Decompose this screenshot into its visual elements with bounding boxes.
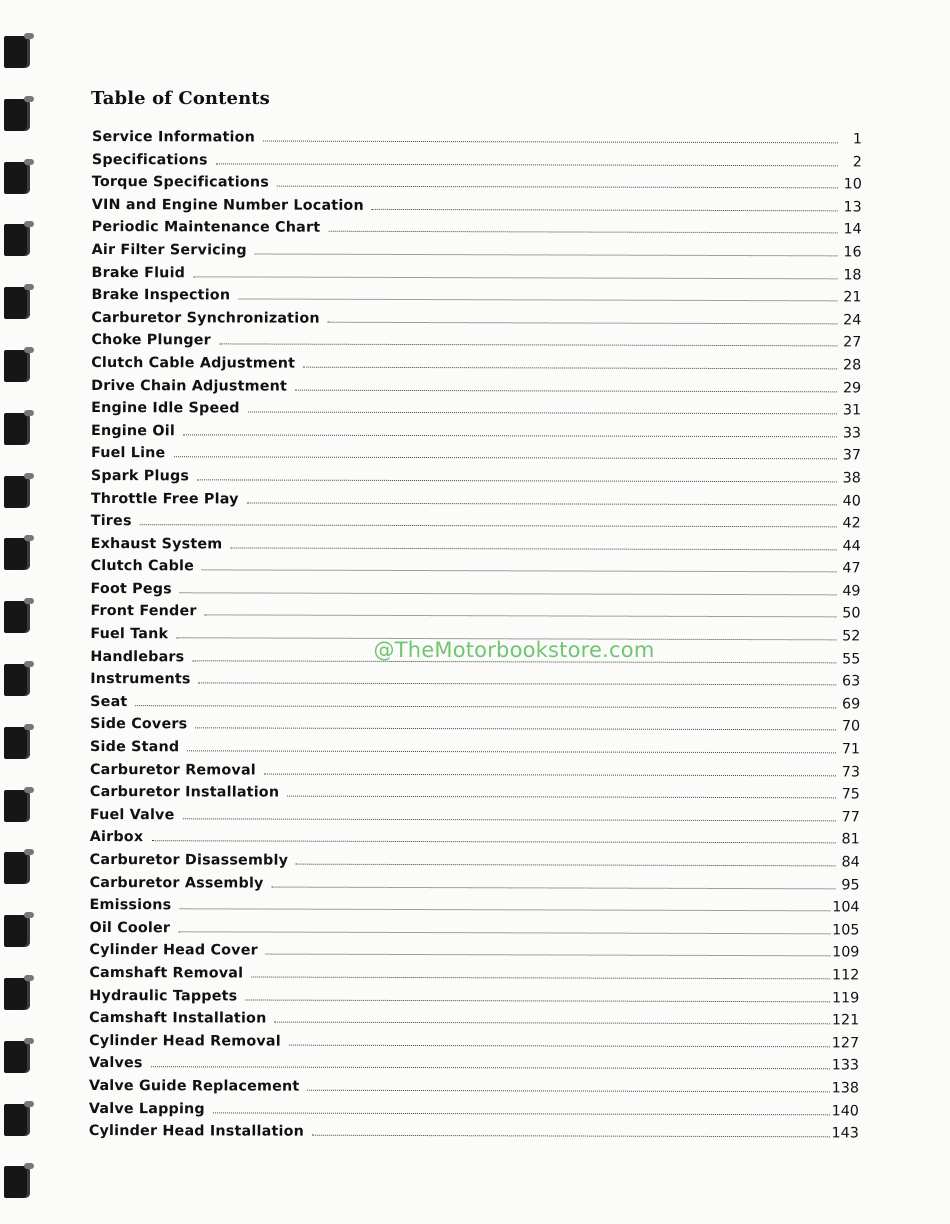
toc-entry[interactable]: [90, 872, 860, 897]
dot-leader: [264, 773, 836, 776]
dot-leader: [328, 231, 837, 234]
toc-entry[interactable]: [91, 487, 861, 512]
toc-entry-label: Seat: [90, 693, 128, 710]
dot-leader: [178, 931, 830, 934]
dot-leader: [303, 367, 837, 370]
dot-leader: [274, 1022, 829, 1025]
dot-leader: [176, 637, 836, 640]
toc-entry-label: Engine Oil: [91, 422, 175, 439]
binding-coil: [4, 1104, 30, 1136]
toc-entry[interactable]: [89, 917, 859, 942]
dot-leader: [289, 1044, 830, 1047]
dot-leader: [272, 886, 836, 889]
dot-leader: [266, 954, 830, 957]
toc-entry[interactable]: [91, 329, 861, 354]
toc-entry[interactable]: [91, 555, 861, 580]
toc-entry-page: 33: [842, 425, 862, 442]
toc-entry-page: 73: [841, 763, 860, 781]
toc-entry-page: 42: [842, 515, 861, 532]
toc-entry[interactable]: [92, 194, 862, 219]
toc-entry-label: Service Information: [91, 128, 256, 146]
binding-coil: [4, 790, 30, 822]
toc-entry-label: Air Filter Servicing: [91, 241, 247, 259]
toc-entry[interactable]: [91, 465, 861, 490]
toc-entry-label: Clutch Cable: [90, 558, 195, 575]
dot-leader: [255, 253, 838, 256]
toc-entry-page: 2: [852, 153, 862, 171]
toc-entry[interactable]: [89, 1120, 859, 1145]
dot-leader: [295, 389, 837, 392]
toc-entry-label: Camshaft Installation: [89, 1010, 267, 1027]
dot-leader: [372, 209, 838, 211]
binding-coil: [4, 476, 30, 508]
toc-entry-page: 14: [843, 221, 862, 238]
spiral-binding: [0, 0, 34, 1224]
toc-entry-page: 81: [841, 831, 860, 848]
binding-coil: [4, 36, 30, 68]
toc-entry-label: Exhaust System: [90, 535, 223, 553]
toc-entry[interactable]: [91, 352, 861, 377]
toc-entry-page: 140: [831, 1102, 859, 1119]
toc-entry-label: Torque Specifications: [91, 174, 269, 191]
dot-leader: [151, 1067, 830, 1070]
toc-entry[interactable]: [91, 442, 861, 467]
toc-entry-page: 138: [831, 1080, 860, 1097]
toc-entry-page: 84: [841, 854, 860, 871]
toc-entry[interactable]: [92, 216, 862, 241]
toc-entry-label: Camshaft Removal: [89, 964, 244, 982]
binding-coil: [4, 162, 30, 194]
dot-leader: [219, 344, 837, 347]
toc-entry-page: 28: [843, 357, 862, 374]
toc-entry-label: Brake Fluid: [91, 264, 186, 281]
toc-entry[interactable]: [90, 826, 860, 851]
toc-entry[interactable]: [90, 668, 860, 693]
toc-entry-page: 31: [842, 402, 862, 419]
toc-entry[interactable]: [89, 1098, 859, 1123]
toc-entry-page: 112: [832, 967, 860, 984]
toc-entry[interactable]: [90, 849, 860, 874]
toc-entry-page: 40: [842, 492, 861, 509]
toc-entry-page: 38: [842, 470, 861, 487]
dot-leader: [179, 908, 830, 911]
toc-entry-label: Periodic Maintenance Chart: [91, 219, 321, 237]
toc-entry-label: Front Fender: [90, 603, 197, 620]
toc-entry-label: Specifications: [91, 151, 208, 168]
toc-entry[interactable]: [92, 149, 862, 174]
toc-entry[interactable]: [92, 239, 862, 264]
dot-leader: [230, 547, 836, 550]
toc-entry-page: 24: [843, 312, 862, 329]
dot-leader: [135, 705, 836, 708]
binding-coil: [4, 538, 30, 570]
toc-entry-label: Spark Plugs: [90, 467, 190, 485]
dot-leader: [277, 186, 838, 189]
binding-coil: [4, 224, 30, 256]
binding-coil: [4, 1166, 30, 1198]
dot-leader: [287, 796, 836, 799]
dot-leader: [140, 524, 837, 527]
dot-leader: [193, 276, 837, 279]
dot-leader: [205, 615, 837, 618]
toc-entry-label: Instruments: [90, 671, 191, 688]
toc-entry[interactable]: [90, 736, 860, 761]
toc-entry-page: 29: [842, 379, 862, 396]
toc-entry-label: Carburetor Removal: [89, 761, 256, 779]
toc-entry-label: Brake Inspection: [91, 287, 231, 304]
toc-entry-page: 133: [831, 1057, 860, 1074]
dot-leader: [183, 434, 837, 437]
toc-entry-label: Handlebars: [90, 648, 185, 665]
dot-leader: [151, 841, 835, 844]
toc-entry-label: VIN and Engine Number Location: [91, 196, 364, 214]
toc-entry[interactable]: [90, 781, 860, 806]
dot-leader: [248, 412, 837, 415]
toc-entry-page: 71: [841, 741, 861, 758]
toc-entry-label: Foot Pegs: [90, 580, 172, 598]
dot-leader: [296, 864, 836, 867]
toc-entry[interactable]: [91, 420, 861, 445]
binding-coil: [4, 99, 30, 131]
page-title: Table of Contents: [91, 88, 270, 109]
dot-leader: [213, 1112, 830, 1115]
toc-entry-page: 37: [842, 447, 861, 464]
dot-leader: [245, 999, 830, 1002]
toc-entry-label: Tires: [90, 513, 132, 530]
toc-entry-page: 104: [832, 899, 860, 916]
toc-entry[interactable]: [90, 804, 860, 829]
binding-coil: [4, 978, 30, 1010]
dot-leader: [263, 141, 838, 144]
toc-entry-label: Oil Cooler: [89, 919, 171, 937]
toc-entry-label: Drive Chain Adjustment: [91, 377, 288, 395]
toc-entry-page: 49: [842, 583, 861, 600]
toc-entry[interactable]: [90, 623, 860, 648]
dot-leader: [307, 1090, 829, 1093]
watermark: @TheMotorbookstore.com: [373, 638, 655, 662]
toc-entry-label: Side Stand: [90, 739, 180, 756]
toc-entry-label: Cylinder Head Removal: [89, 1032, 281, 1050]
toc-entry[interactable]: [89, 1075, 859, 1100]
dot-leader: [251, 976, 830, 979]
toc-entry-label: Fuel Valve: [89, 806, 175, 824]
binding-coil: [4, 1041, 30, 1073]
toc-entry-label: Carburetor Synchronization: [91, 309, 320, 327]
toc-entry-page: 50: [842, 605, 861, 622]
toc-entry-page: 69: [841, 696, 861, 713]
toc-entry-label: Carburetor Disassembly: [89, 851, 289, 869]
binding-coil: [4, 852, 30, 884]
toc-entry-label: Valve Guide Replacement: [88, 1077, 300, 1095]
toc-entry-page: 77: [841, 809, 860, 826]
toc-entry-page: 13: [843, 199, 862, 216]
toc-entry-label: Fuel Line: [90, 445, 166, 462]
toc-entry[interactable]: [90, 713, 860, 738]
toc-entry-label: Clutch Cable Adjustment: [91, 354, 296, 372]
toc-entry-page: 121: [831, 1012, 860, 1029]
toc-entry[interactable]: [91, 510, 861, 535]
binding-coil: [4, 413, 30, 445]
toc-entry[interactable]: [92, 171, 862, 196]
toc-entry[interactable]: [91, 397, 861, 422]
toc-entry-page: 75: [841, 786, 860, 803]
toc-entry[interactable]: [89, 939, 859, 964]
toc-entry-page: 52: [842, 628, 861, 645]
dot-leader: [328, 321, 838, 324]
toc-entry-page: 47: [842, 560, 861, 577]
dot-leader: [187, 750, 836, 753]
dot-leader: [238, 299, 837, 302]
toc-entry-label: Hydraulic Tappets: [89, 987, 238, 1005]
dot-leader: [192, 660, 836, 663]
toc-entry[interactable]: [90, 646, 860, 671]
toc-entry-label: Carburetor Installation: [89, 784, 280, 801]
toc-entry[interactable]: [90, 600, 860, 625]
toc-list: [89, 126, 862, 1145]
toc-entry-page: 1: [852, 131, 862, 148]
binding-coil: [4, 727, 30, 759]
toc-entry-label: Choke Plunger: [91, 332, 211, 349]
toc-entry[interactable]: [91, 284, 861, 309]
toc-entry[interactable]: [91, 375, 861, 400]
binding-coil: [4, 601, 30, 633]
dot-leader: [195, 728, 836, 731]
toc-entry-label: Cylinder Head Cover: [89, 942, 258, 959]
toc-entry-page: 143: [831, 1125, 859, 1142]
toc-entry[interactable]: [89, 1030, 859, 1055]
toc-entry-page: 70: [841, 718, 861, 735]
dot-leader: [173, 457, 836, 460]
toc-entry[interactable]: [89, 962, 859, 987]
dot-leader: [202, 570, 837, 573]
toc-entry[interactable]: [91, 533, 861, 558]
dot-leader: [247, 502, 837, 505]
toc-entry-label: Valves: [89, 1055, 143, 1072]
dot-leader: [216, 163, 838, 166]
binding-coil: [4, 287, 30, 319]
dot-leader: [180, 592, 837, 595]
binding-coil: [4, 915, 30, 947]
toc-entry[interactable]: [89, 985, 859, 1010]
toc-entry-label: Airbox: [89, 829, 144, 846]
toc-entry-page: 95: [841, 876, 860, 894]
toc-entry-page: 16: [843, 244, 862, 261]
toc-entry-label: Fuel Tank: [90, 626, 169, 643]
toc-entry-label: Cylinder Head Installation: [88, 1123, 305, 1140]
toc-entry-label: Engine Idle Speed: [91, 400, 240, 417]
toc-entry-page: 127: [831, 1035, 860, 1052]
toc-entry-label: Carburetor Assembly: [89, 874, 264, 892]
toc-entry[interactable]: [89, 1007, 859, 1032]
toc-entry-page: 105: [832, 922, 860, 939]
toc-entry-page: 119: [831, 989, 860, 1006]
toc-entry-label: Valve Lapping: [88, 1100, 205, 1117]
toc-entry-page: 44: [842, 538, 861, 555]
toc-entry[interactable]: [92, 262, 862, 287]
toc-entry[interactable]: [92, 126, 862, 151]
toc-entry-label: Emissions: [89, 897, 172, 914]
toc-entry-page: 55: [842, 651, 861, 668]
toc-entry-page: 109: [832, 944, 860, 961]
toc-entry[interactable]: [91, 578, 861, 603]
dot-leader: [197, 479, 837, 482]
binding-coil: [4, 350, 30, 382]
toc-entry[interactable]: [89, 1052, 859, 1077]
toc-entry[interactable]: [90, 759, 860, 784]
toc-entry[interactable]: [91, 307, 861, 332]
toc-entry-page: 27: [843, 334, 862, 351]
toc-entry-page: 63: [842, 673, 861, 690]
toc-entry-page: 21: [843, 289, 862, 306]
toc-entry[interactable]: [90, 691, 860, 716]
toc-entry-page: 18: [843, 266, 862, 283]
toc-entry-label: Throttle Free Play: [90, 490, 239, 507]
toc-entry-label: Side Covers: [90, 716, 188, 733]
dot-leader: [199, 683, 837, 686]
toc-entry[interactable]: [90, 894, 860, 919]
binding-coil: [4, 664, 30, 696]
dot-leader: [312, 1135, 830, 1138]
dot-leader: [182, 818, 835, 821]
toc-entry-page: 10: [843, 176, 862, 193]
